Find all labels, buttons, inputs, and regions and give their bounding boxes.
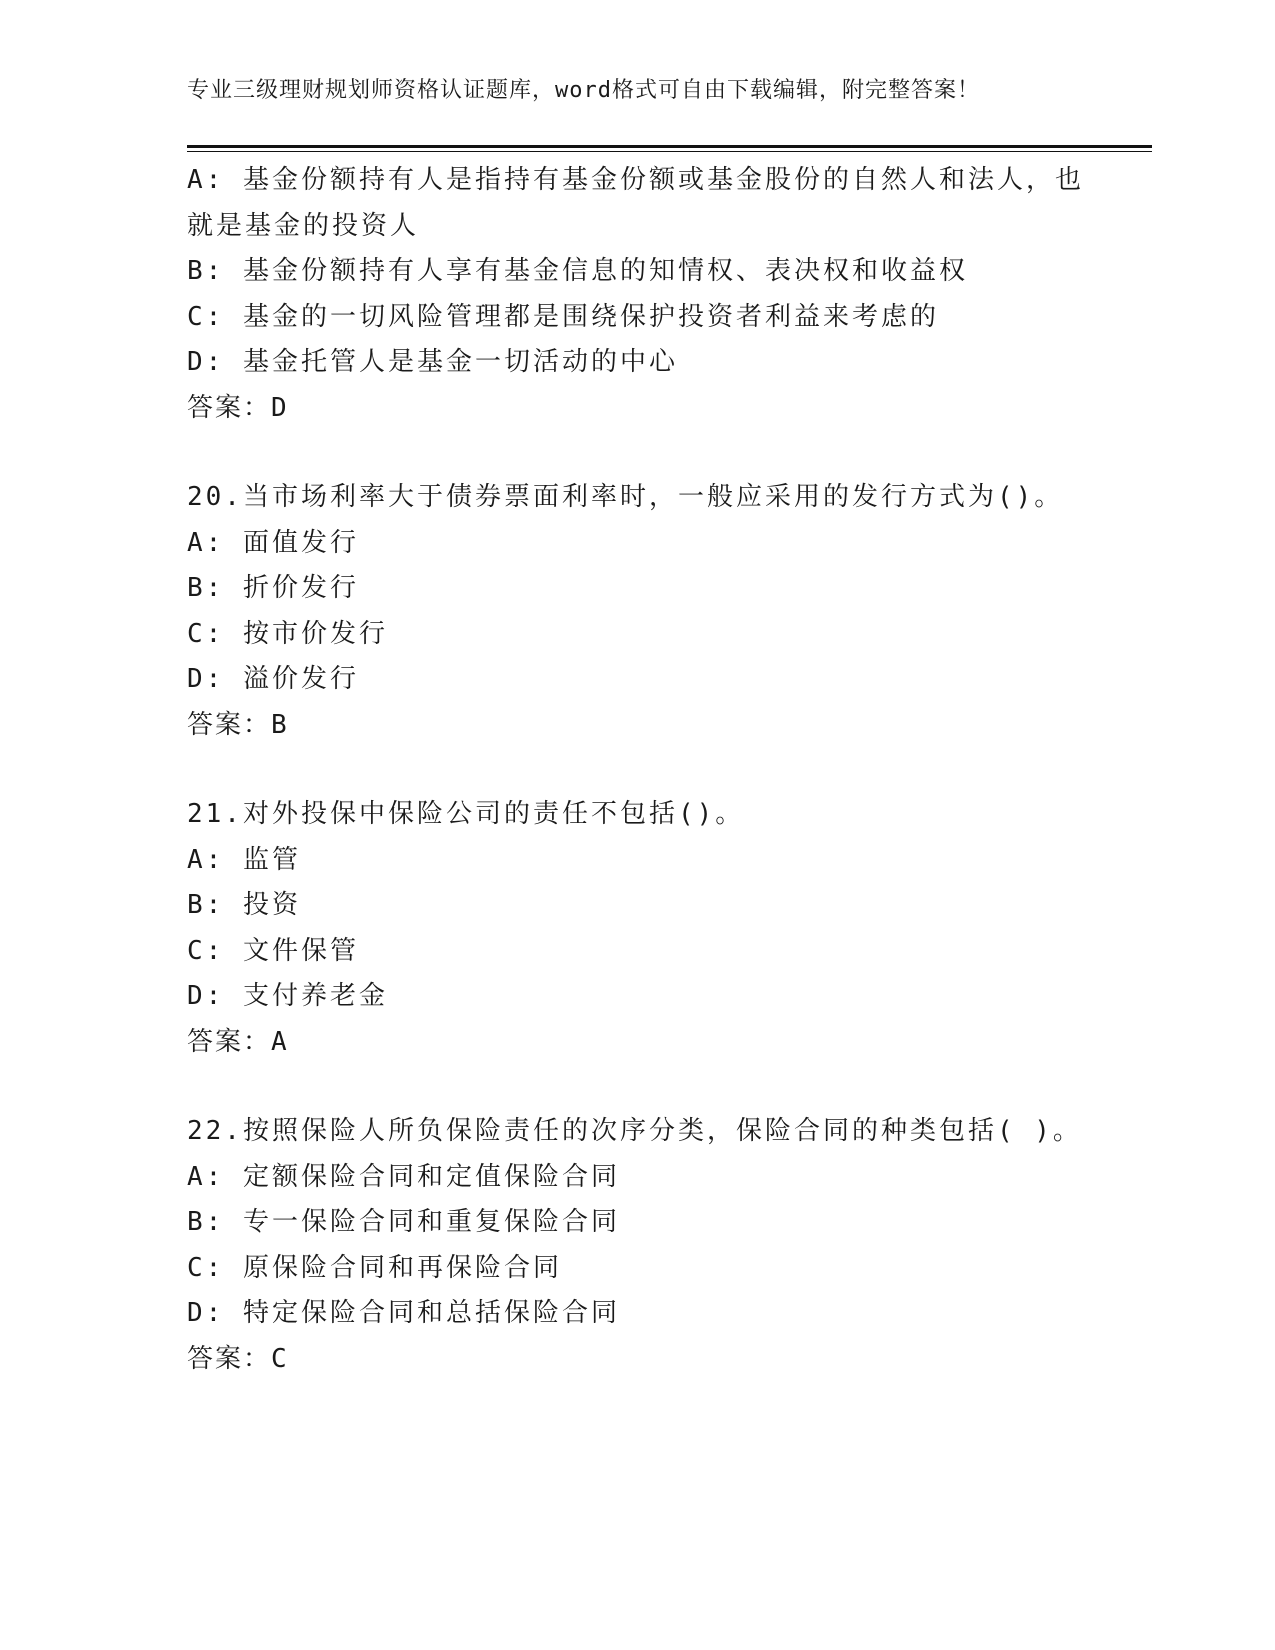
option-a: A: 定额保险合同和定值保险合同 xyxy=(187,1161,620,1192)
option-a: A: 基金份额持有人是指持有基金份额或基金股份的自然人和法人，也 xyxy=(187,165,1084,195)
option-b: B: 投资 xyxy=(187,890,301,920)
option-a-continued: 就是基金的投资人 xyxy=(187,210,420,241)
question-list xyxy=(187,158,1127,1382)
option-b: B: 折价发行 xyxy=(187,573,359,603)
option-c: C: 原保险合同和再保险合同 xyxy=(187,1252,562,1283)
question-stem: 20.当市场利率大于债券票面利率时，一般应采用的发行方式为()。 xyxy=(187,482,1064,512)
answer-value: C xyxy=(271,1343,288,1374)
answer-label: 答案： xyxy=(187,392,272,423)
question-gap xyxy=(187,431,1127,475)
header-rule-thin xyxy=(187,151,1152,152)
answer-value: B xyxy=(271,709,288,740)
answer-label: 答案： xyxy=(187,1343,272,1374)
answer-line xyxy=(187,1337,1127,1383)
question-gap xyxy=(187,748,1127,792)
question-stem: 21.对外投保中保险公司的责任不包括()。 xyxy=(187,799,745,829)
question-block-19 xyxy=(187,158,1127,431)
option-c: C: 文件保管 xyxy=(187,935,359,966)
question-stem: 22.按照保险人所负保险责任的次序分类，保险合同的种类包括( )。 xyxy=(187,1116,1082,1146)
option-d: D: 基金托管人是基金一切活动的中心 xyxy=(187,347,678,377)
option-d: D: 特定保险合同和总括保险合同 xyxy=(187,1298,620,1328)
question-block-22 xyxy=(187,1109,1127,1382)
answer-value: A xyxy=(271,1026,288,1057)
answer-label: 答案： xyxy=(187,709,272,740)
option-b: B: 专一保险合同和重复保险合同 xyxy=(187,1207,620,1237)
option-d: D: 支付养老金 xyxy=(187,981,388,1011)
option-b: B: 基金份额持有人享有基金信息的知情权、表决权和收益权 xyxy=(187,256,968,286)
answer-line xyxy=(187,1020,1127,1066)
question-block-21 xyxy=(187,792,1127,1065)
question-gap xyxy=(187,1065,1127,1109)
answer-line xyxy=(187,386,1127,432)
option-a: A: 监管 xyxy=(187,844,301,875)
option-c: C: 按市价发行 xyxy=(187,618,388,649)
header-rule-thick xyxy=(187,145,1152,148)
option-a: A: 面值发行 xyxy=(187,527,359,558)
answer-label: 答案： xyxy=(187,1026,272,1057)
page-header: 专业三级理财规划师资格认证题库，word格式可自由下载编辑，附完整答案！ xyxy=(187,78,980,103)
answer-value: D xyxy=(271,392,288,423)
answer-line xyxy=(187,703,1127,749)
option-c: C: 基金的一切风险管理都是围绕保护投资者利益来考虑的 xyxy=(187,301,939,332)
question-block-20 xyxy=(187,475,1127,748)
option-d: D: 溢价发行 xyxy=(187,664,359,694)
